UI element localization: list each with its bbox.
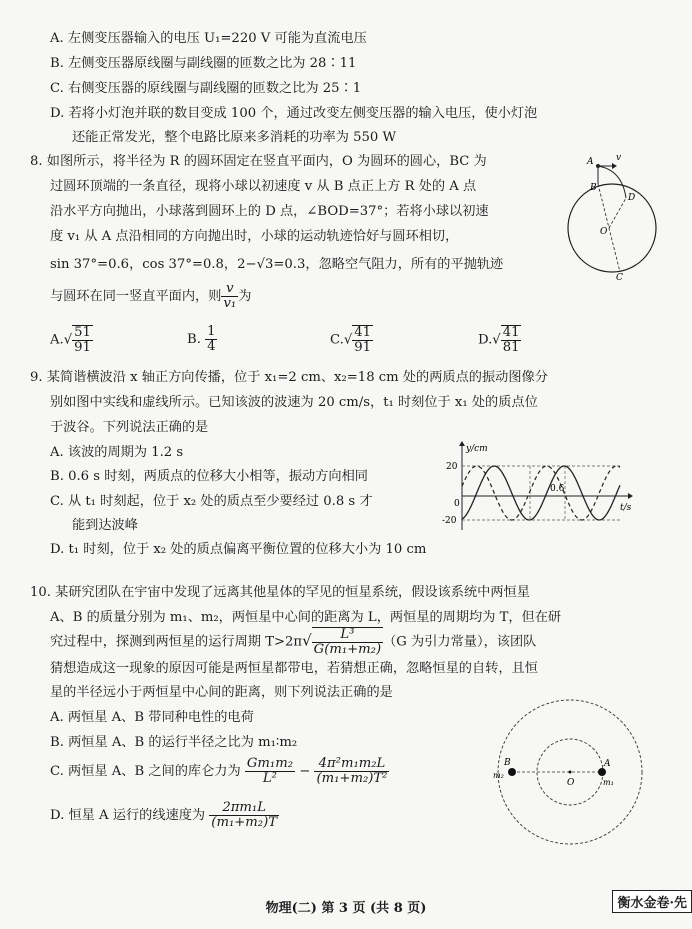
- q9-origin-label: 0: [454, 499, 460, 509]
- q10-option-c-text: C. 两恒星 A、B 之间的库仑力为: [50, 764, 241, 779]
- q8-velocity-arrowhead: [612, 163, 617, 169]
- q10-option-d-text: D. 恒星 A 运行的线速度为: [50, 808, 206, 823]
- q10-d-num: 2πm₁L: [209, 801, 279, 816]
- q8-option-c-label: C.: [330, 332, 344, 348]
- q8-option-c-den: 91: [354, 340, 371, 355]
- q7-option-b: B. 左侧变压器原线圈与副线圈的匝数之比为 28∶11: [50, 56, 357, 71]
- q8-ring: [568, 184, 656, 272]
- q8-stem-line3: 沿水平方向抛出，小球落到圆环上的 D 点，∠BOD=37°；若将小球以初速: [50, 204, 489, 219]
- q8-option-b: [187, 325, 217, 354]
- q8-option-b-label: B.: [187, 332, 201, 347]
- q7-option-d-cont: 还能正常发光，整个电路比原来多消耗的功率为 550 W: [72, 130, 397, 145]
- q10-stem-line3-end: （G 为引力常量），该团队: [383, 634, 537, 650]
- q10-stem-line4: 猜想造成这一现象的原因可能是两恒星都带电，若猜想正确，忽略恒星的自转，且恒: [50, 661, 538, 676]
- q8-option-d-label: D.: [478, 332, 493, 348]
- q10-binary-star-figure: [490, 697, 650, 852]
- q8-stem-line2: 过圆环顶端的一条直径，现将小球以初速度 v 从 B 点正上方 R 处的 A 点: [50, 179, 477, 194]
- q8-label-d: D: [628, 193, 636, 203]
- q10-label-b: B: [504, 758, 511, 768]
- q8-option-a-den: 91: [74, 340, 91, 355]
- q8-stem-line6: [50, 282, 251, 311]
- q8-option-d-num: 41: [502, 325, 520, 340]
- q9-ymin-label: -20: [442, 516, 457, 526]
- q10-option-c: [50, 757, 389, 786]
- q8-stem-line4: 度 v₁ 从 A 点沿相同的方向抛出时，小球的运动轨迹恰好与圆环相切，: [50, 229, 459, 244]
- q8-option-d-den: 81: [502, 340, 520, 355]
- q8-option-c: C.√ $\frac{41}{91}$: [330, 325, 371, 355]
- q8-option-a: A.√ $\frac{51}{91}$: [50, 325, 91, 355]
- q10-stem-line5: 星的半径远小于两恒星中心间的距离，则下列说法正确的是: [50, 685, 393, 700]
- brand-badge: 衡水金卷·先: [612, 890, 692, 913]
- q7-option-a: A. 左侧变压器输入的电压 U₁=220 V 可能为直流电压: [50, 31, 367, 46]
- q8-option-a-num: 51: [74, 325, 91, 340]
- q9-option-b: B. 0.6 s 时刻，两质点的位移大小相等，振动方向相同: [50, 469, 368, 484]
- q10-c-f1-den: L²: [262, 771, 277, 786]
- q10-star-b: [508, 768, 516, 776]
- q8-stem-line6-end: 为: [238, 289, 252, 304]
- q10-stem-line3-text: 究过程中，探测到两恒星的运行周期 T>2π: [50, 634, 303, 650]
- q10-c-f1-num: Gm₁m₂: [246, 756, 293, 771]
- q8-option-d: D.√ $\frac{41}{81}$: [478, 325, 520, 355]
- q8-option-b-num: 1: [207, 324, 216, 339]
- q9-tick-label: 0.6: [550, 484, 565, 494]
- q9-y-label: y/cm: [466, 444, 488, 454]
- q8-circle-figure: [560, 150, 670, 280]
- q10-option-d: [50, 801, 279, 830]
- q8-ball: [596, 164, 600, 168]
- q9-option-d: D. t₁ 时刻，位于 x₂ 处的质点偏离平衡位置的位移大小为 10 cm: [50, 542, 427, 557]
- q10-label-a: A: [604, 759, 611, 769]
- q8-label-c: C: [616, 273, 623, 280]
- q9-stem-line3: 于波谷。下列说法正确的是: [50, 420, 209, 435]
- q10-option-a: A. 两恒星 A、B 带同种电性的电荷: [50, 710, 254, 725]
- q10-stem-line2: A、B 的质量分别为 m₁、m₂，两恒星中心间的距离为 L，两恒星的周期均为 T，但在研: [50, 610, 562, 625]
- q10-stem-line3: 究过程中，探测到两恒星的运行周期 T>2π√ $\frac{\text{L³}}{\text{G(m₁+m₂)}}$ （G 为引力常量），该团队: [50, 627, 537, 657]
- q9-option-c: C. 从 t₁ 时刻起，位于 x₂ 处的质点至少要经过 0.8 s 才: [50, 494, 373, 509]
- q10-period-den: G(m₁+m₂): [313, 642, 382, 657]
- q8-label-b: B: [590, 183, 597, 193]
- q10-c-f2-num: 4π²m₁m₂L: [314, 757, 389, 772]
- q10-star-a: [598, 768, 606, 776]
- q8-ratio-den: v₁: [223, 296, 237, 311]
- q9-stem-line2: 别如图中实线和虚线所示。已知该波的波速为 20 cm/s，t₁ 时刻位于 x₁ 处的质点位: [50, 395, 538, 410]
- q8-stem-line1: 8. 如图所示，将半径为 R 的圆环固定在竖直平面内，O 为圆环的圆心，BC 为: [30, 154, 487, 169]
- q9-vibration-graph: [440, 438, 640, 533]
- q7-option-c: C. 右侧变压器的原线圈与副线圈的匝数之比为 25∶1: [50, 81, 362, 96]
- q10-d-den: (m₁+m₂)T: [211, 815, 278, 830]
- q8-label-a: A: [587, 157, 594, 167]
- page-footer: 物理(二) 第 3 页 (共 8 页): [265, 901, 427, 916]
- q8-option-a-label: A.: [50, 332, 64, 348]
- q9-option-a: A. 该波的周期为 1.2 s: [50, 445, 184, 460]
- q8-stem-line6-text: 与圆环在同一竖直平面内，则: [50, 289, 222, 304]
- q10-label-m2: m₂: [493, 771, 504, 780]
- q8-trajectory: [598, 166, 626, 198]
- q10-c-minus: −: [299, 764, 311, 779]
- q10-label-m1: m₁: [603, 778, 614, 787]
- q8-label-v: v: [616, 153, 622, 163]
- q10-period-num: L³: [312, 628, 383, 643]
- q9-stem-line1: 9. 某简谐横波沿 x 轴正方向传播，位于 x₁=2 cm、x₂=18 cm 处的两质点的振动图像分: [30, 370, 548, 385]
- q9-t-axis-arrow: [628, 493, 633, 499]
- q10-option-b: B. 两恒星 A、B 的运行半径之比为 m₁∶m₂: [50, 735, 298, 750]
- q10-label-o: O: [567, 778, 575, 788]
- q7-option-d: D. 若将小灯泡并联的数目变成 100 个，通过改变左侧变压器的输入电压，使小灯泡: [50, 106, 538, 121]
- q9-ymax-label: 20: [446, 462, 458, 472]
- q8-option-b-den: 4: [207, 339, 216, 354]
- q9-option-c-cont: 能到达波峰: [72, 518, 138, 533]
- q8-option-c-num: 41: [354, 325, 371, 340]
- q8-radius-od: [609, 198, 626, 228]
- q8-stem-line5: sin 37°=0.6，cos 37°=0.8，2−√3=0.3，忽略空气阻力，所有的平抛轨迹: [50, 257, 504, 272]
- q10-center-dot: [569, 771, 572, 774]
- q9-x-label: t/s: [620, 503, 632, 513]
- q9-dashed-curve: [462, 466, 620, 520]
- q10-stem-line1: 10. 某研究团队在宇宙中发现了远离其他星体的罕见的恒星系统，假设该系统中两恒星: [30, 585, 530, 600]
- q9-y-axis-arrow: [459, 441, 465, 446]
- q8-label-o: O: [600, 227, 608, 237]
- q10-c-f2-den: (m₁+m₂)T²: [316, 771, 388, 786]
- q8-ratio-num: v: [221, 282, 238, 297]
- q8-ratio-fraction: [221, 282, 238, 311]
